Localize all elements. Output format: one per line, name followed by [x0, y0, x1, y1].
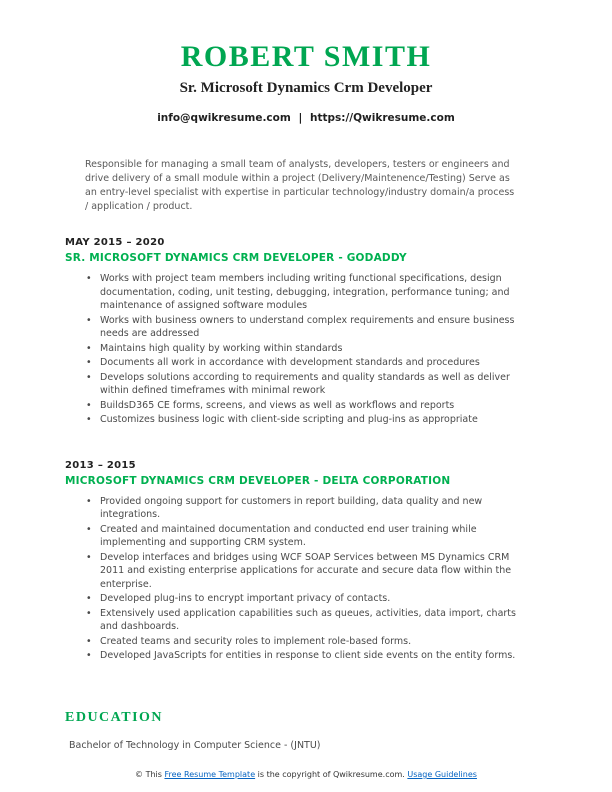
experience-section-2 — [65, 459, 542, 663]
bullet-item: • Customizes business logic with client-side scripting and plug-ins as appropriate — [100, 413, 520, 427]
resume-header — [0, 0, 612, 124]
contact-separator: | — [298, 112, 303, 124]
bullet-item: • Maintains high quality by working within standards — [100, 342, 520, 356]
footer-middle: is the copyright of Qwikresume.com. — [257, 770, 405, 779]
education-item: Bachelor of Technology in Computer Science - (JNTU) — [69, 739, 321, 751]
footer-template-link[interactable]: Free Resume Template — [164, 770, 256, 779]
job-dates-2: 2013 – 2015 — [65, 459, 136, 471]
bullet-item: • Created teams and security roles to implement role-based forms. — [100, 635, 520, 649]
job-dates-1: MAY 2015 – 2020 — [65, 237, 165, 248]
job-bullet-list-2 — [65, 495, 520, 663]
resume-title: Sr. Microsoft Dynamics Crm Developer — [179, 80, 433, 96]
bullet-item: • Created and maintained documentation and conducted end user training while implementing and supporting CRM system. — [100, 523, 520, 550]
bullet-item: • Works with project team members including writing functional specifications, design documentation, coding, unit testing, debugging, integration, performance tuning; and maintenance of assigned software modules — [100, 272, 520, 313]
bullet-item: • Extensively used application capabilities such as queues, activities, data import, charts and dashboards. — [100, 607, 520, 634]
footer-prefix: © This — [135, 770, 162, 779]
contact-email-link[interactable]: info@qwikresume.com — [157, 112, 291, 124]
bullet-item: • Develops solutions according to requirements and quality standards as well as deliver within defined timeframes with minimal rework — [100, 371, 520, 398]
bullet-item: • Develop interfaces and bridges using WCF SOAP Services between MS Dynamics CRM 2011 and existing enterprise applications for accurate and secure data flow within the enterprise. — [100, 551, 520, 592]
job-title-2: MICROSOFT DYNAMICS CRM DEVELOPER - DELTA CORPORATION — [65, 474, 451, 487]
education-section — [65, 709, 612, 752]
experience-section-1 — [65, 236, 542, 427]
resume-name: ROBERT SMITH — [180, 40, 432, 73]
bullet-item: • Developed plug-ins to encrypt important privacy of contacts. — [100, 592, 520, 606]
footer-usage-guidelines-link[interactable]: Usage Guidelines — [407, 770, 477, 779]
contact-website-link[interactable]: https://Qwikresume.com — [309, 112, 455, 124]
bullet-item: • Provided ongoing support for customers in report building, data quality and new integrations. — [100, 495, 520, 522]
summary-paragraph: Responsible for managing a small team of analysts, developers, testers or engineers and drive delivery of a small module within a project (Delivery/Maintenence/Testing) Serve as an entry-level specialist with expertise in particular technology/industry domain/a process / application / product. — [85, 159, 515, 212]
footer-copyright — [0, 770, 612, 780]
bullet-item: • Documents all work in accordance with development standards and procedures — [100, 356, 520, 370]
job-bullet-list-1 — [65, 272, 520, 427]
bullet-item: • Developed JavaScripts for entities in response to client side events on the entity forms. — [100, 649, 520, 663]
contact-line — [0, 112, 612, 124]
bullet-item: • BuildsD365 CE forms, screens, and views as well as workflows and reports — [100, 399, 520, 413]
bullet-item: • Works with business owners to understand complex requirements and ensure business needs are addressed — [100, 314, 520, 341]
job-title-1: SR. MICROSOFT DYNAMICS CRM DEVELOPER - GODADDY — [65, 252, 407, 264]
education-heading: EDUCATION — [65, 709, 164, 725]
